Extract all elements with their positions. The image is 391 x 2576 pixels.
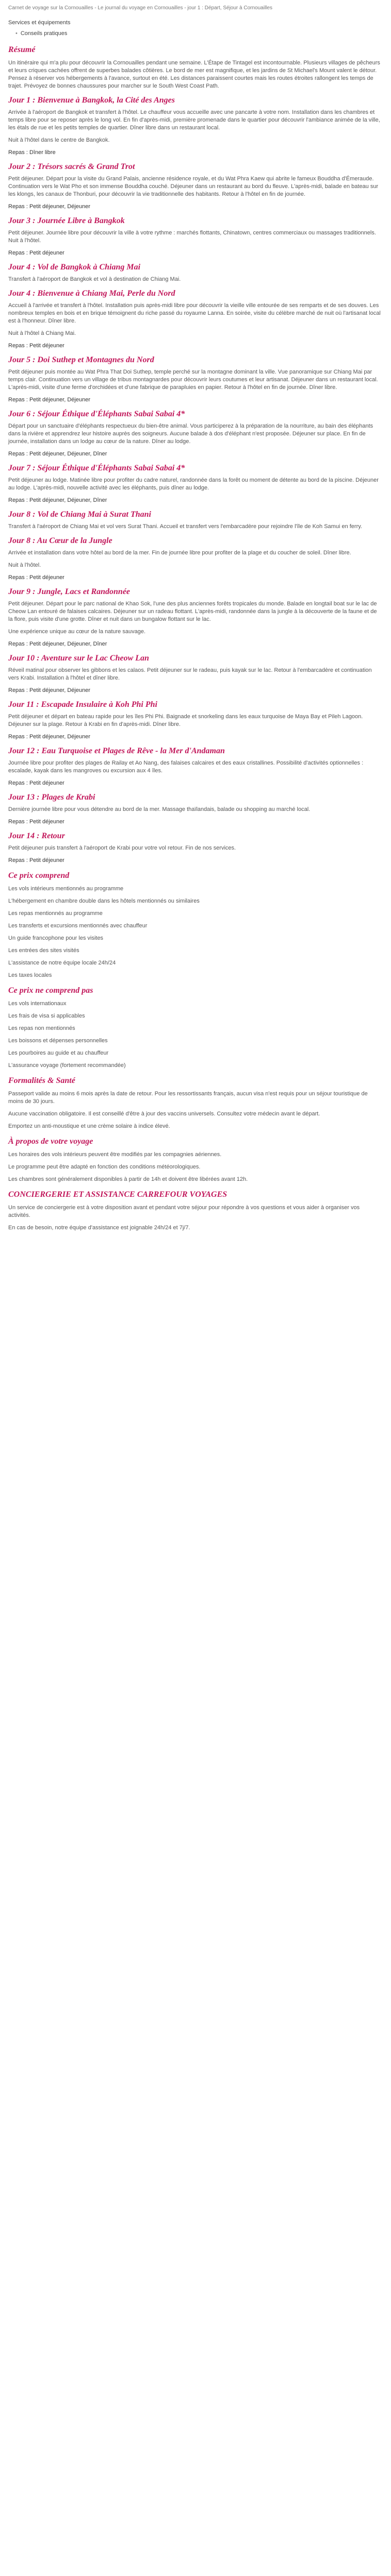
day-title: Jour 5 : Doi Suthep et Montagnes du Nord xyxy=(8,355,154,364)
day-title: Jour 1 : Bienvenue à Bangkok, la Cité des Anges xyxy=(8,96,175,105)
tagline: Carnet de voyage sur la Cornouailles - Le journal du voyage en Cornouailles - jour 1 : Départ, Séjour à Cornouailles xyxy=(8,5,272,11)
intro-title: Résumé xyxy=(8,45,36,54)
day-block xyxy=(8,409,383,458)
info-section-title: Ce prix ne comprend pas xyxy=(8,986,93,995)
day-block xyxy=(8,262,383,283)
day-meals: Repas : Petit déjeuner xyxy=(8,343,64,349)
day-title: Jour 4 : Bienvenue à Chiang Mai, Perle du Nord xyxy=(8,289,175,298)
day-paragraph: Petit déjeuner au lodge. Matinée libre pour profiter du cadre naturel, randonnée dans la forêt ou moment de détente au bord de la piscine. Déjeuner au lodge. L'après-midi, nouvelle activité avec les éléphants, puis dîner au lodge. xyxy=(8,477,379,491)
info-item: Emportez un anti-moustique et une crème solaire à indice élevé. xyxy=(8,1123,170,1129)
page xyxy=(4,0,387,1249)
day-meals: Repas : Petit déjeuner, Déjeuner, Dîner xyxy=(8,451,107,457)
info-item: Les horaires des vols intérieurs peuvent être modifiés par les compagnies aériennes. xyxy=(8,1151,222,1158)
day-paragraph: Petit déjeuner puis montée au Wat Phra That Doi Suthep, temple perché sur la montagne dominant la ville. Vue panoramique sur Chiang Mai par temps clair. Continuation vers un village de tribus montagnardes pour découvrir leurs coutumes et leur artisanat. Déjeuner dans un restaurant local. L'après-midi, visite d'une ferme d'orchidées et d'une fabrique de parapluies en papier. Retour à l'hôtel en fin de journée. Dîner libre. xyxy=(8,369,378,391)
day-block xyxy=(8,355,383,404)
info-item: Les entrées des sites visités xyxy=(8,947,79,954)
info-section xyxy=(8,986,383,1070)
day-meals: Repas : Petit déjeuner, Déjeuner, Dîner xyxy=(8,641,107,647)
day-block xyxy=(8,831,383,865)
info-item: Aucune vaccination obligatoire. Il est conseillé d'être à jour des vaccins universels. Consultez votre médecin avant le départ. xyxy=(8,1111,320,1117)
day-paragraph: Petit déjeuner. Journée libre pour découvrir la ville à votre rythme : marchés flottants, Chinatown, centres commerciaux ou massages traditionnels. Nuit à l'hôtel. xyxy=(8,230,376,244)
info-section-title: CONCIERGERIE ET ASSISTANCE CARREFOUR VOYAGES xyxy=(8,1190,227,1199)
day-paragraph: Dernière journée libre pour vous détendre au bord de la mer. Massage thaïlandais, balade ou shopping au marché local. xyxy=(8,806,311,812)
info-sections xyxy=(8,871,383,1232)
day-meals: Repas : Petit déjeuner xyxy=(8,574,64,581)
day-block xyxy=(8,792,383,826)
day-paragraph: Transfert à l'aéroport de Bangkok et vol à destination de Chiang Mai. xyxy=(8,276,181,282)
info-item: L'hébergement en chambre double dans les hôtels mentionnés ou similaires xyxy=(8,898,200,904)
day-block xyxy=(8,536,383,582)
day-title: Jour 2 : Trésors sacrés & Grand Trot xyxy=(8,162,135,171)
day-title: Jour 13 : Plages de Krabi xyxy=(8,793,95,802)
info-item: Un guide francophone pour les visites xyxy=(8,935,104,941)
day-block xyxy=(8,463,383,504)
info-item: Passeport valide au moins 6 mois après la date de retour. Pour les ressortissants français, aucun visa n'est requis pour un séjour touristique de moins de 30 jours. xyxy=(8,1091,368,1105)
day-meals: Repas : Petit déjeuner xyxy=(8,857,64,863)
day-paragraph: Arrivée et installation dans votre hôtel au bord de la mer. Fin de journée libre pour profiter de la plage et du coucher de soleil. Dîner libre. xyxy=(8,550,351,556)
day-title: Jour 3 : Journée Libre à Bangkok xyxy=(8,216,125,225)
day-paragraph: Petit déjeuner. Départ pour la visite du Grand Palais, ancienne résidence royale, et du Wat Phra Kaew qui abrite le fameux Bouddha d'Émeraude. Continuation vers le Wat Pho et son immense Bouddha couché. Déjeuner dans un restaurant au bord du fleuve. L'après-midi, balade en bateau sur les klongs, les canaux de Thonburi, pour découvrir la vie traditionnelle des habitants. Retour à l'hôtel en fin de journée. xyxy=(8,176,379,197)
day-meals: Repas : Dîner libre xyxy=(8,149,56,156)
info-item: Les taxes locales xyxy=(8,972,52,978)
day-block xyxy=(8,587,383,648)
info-section-title: Formalités & Santé xyxy=(8,1076,75,1085)
day-paragraph: Une expérience unique au cœur de la nature sauvage. xyxy=(8,629,146,635)
day-meals: Repas : Petit déjeuner xyxy=(8,780,64,786)
info-item: Les chambres sont généralement disponibles à partir de 14h et doivent être libérées avant 12h. xyxy=(8,1176,248,1182)
day-block xyxy=(8,162,383,211)
day-block xyxy=(8,700,383,741)
day-meals: Repas : Petit déjeuner, Déjeuner xyxy=(8,204,90,210)
info-section xyxy=(8,1190,383,1232)
day-paragraph: Journée libre pour profiter des plages de Railay et Ao Nang, des falaises calcaires et des eaux cristallines. Possibilité d'activités optionnelles : escalade, kayak dans les mangroves ou excursion aux 4 îles. xyxy=(8,760,364,774)
info-section xyxy=(8,871,383,979)
day-paragraph: Petit déjeuner puis transfert à l'aéroport de Krabi pour votre vol retour. Fin de nos services. xyxy=(8,845,236,851)
day-paragraph: Départ pour un sanctuaire d'éléphants respectueux du bien-être animal. Vous participerez à la préparation de la nourriture, au bain des éléphants dans la rivière et apprendrez leur histoire auprès des soigneurs. Aucune balade à dos d'éléphant n'est proposée. Déjeuner sur place. En fin de journée, installation dans un lodge au cœur de la nature. Dîner au lodge. xyxy=(8,423,373,445)
day-paragraph: Nuit à l'hôtel à Chiang Mai. xyxy=(8,330,76,336)
day-paragraph: Nuit à l'hôtel. xyxy=(8,562,41,568)
info-item: En cas de besoin, notre équipe d'assistance est joignable 24h/24 et 7j/7. xyxy=(8,1225,190,1231)
day-block xyxy=(8,510,383,531)
day-title: Jour 7 : Séjour Éthique d'Éléphants Sabai Sabai 4* xyxy=(8,464,185,472)
toc-title: Services et équipements xyxy=(8,20,71,26)
day-paragraph: Transfert à l'aéroport de Chiang Mai et vol vers Surat Thani. Accueil et transfert vers l'embarcadère pour rejoindre l'île de Koh Samui en ferry. xyxy=(8,523,362,530)
info-item: Les boissons et dépenses personnelles xyxy=(8,1038,108,1044)
info-section-title: À propos de votre voyage xyxy=(8,1137,93,1146)
info-item: Le programme peut être adapté en fonction des conditions météorologiques. xyxy=(8,1164,201,1170)
day-meals: Repas : Petit déjeuner xyxy=(8,819,64,825)
day-paragraph: Accueil à l'arrivée et transfert à l'hôtel. Installation puis après-midi libre pour découvrir la vieille ville entourée de ses remparts et de ses douves. Les nombreux temples en bois et en brique témoignent du riche passé du royaume Lanna. En soirée, visite du célèbre marché de nuit où l'artisanat local est à l'honneur. Dîner libre. xyxy=(8,302,381,324)
day-meals: Repas : Petit déjeuner xyxy=(8,250,64,256)
day-meals: Repas : Petit déjeuner, Déjeuner xyxy=(8,687,90,693)
info-item: Un service de conciergerie est à votre disposition avant et pendant votre séjour pour répondre à vos questions et vous aider à organiser vos activités. xyxy=(8,1205,360,1218)
day-paragraph: Réveil matinal pour observer les gibbons et les calaos. Petit déjeuner sur le radeau, puis kayak sur le lac. Retour à l'embarcadère et continuation vers Krabi. Installation à l'hôtel et dîner libre. xyxy=(8,667,372,681)
info-section xyxy=(8,1137,383,1183)
day-meals: Repas : Petit déjeuner, Déjeuner xyxy=(8,734,90,740)
info-item: Les pourboires au guide et au chauffeur xyxy=(8,1050,109,1056)
day-paragraph: Petit déjeuner et départ en bateau rapide pour les îles Phi Phi. Baignade et snorkeling dans les eaux turquoise de Maya Bay et Pileh Lagoon. Déjeuner sur la plage. Retour à Krabi en fin d'après-midi. Dîner libre. xyxy=(8,714,363,727)
info-item: Les vols internationaux xyxy=(8,1001,67,1007)
itinerary-days xyxy=(8,95,383,865)
info-item: L'assurance voyage (fortement recommandée) xyxy=(8,1062,126,1069)
day-title: Jour 14 : Retour xyxy=(8,832,65,840)
day-block xyxy=(8,653,383,694)
day-paragraph: Petit déjeuner. Départ pour le parc national de Khao Sok, l'une des plus anciennes forêts tropicales du monde. Balade en longtail boat sur le lac de Cheow Lan entouré de falaises calcaires. Déjeuner sur un radeau flottant. L'après-midi, randonnée dans la jungle à la découverte de la faune et de la flore, puis visite d'une grotte. Dîner et nuit dans un bungalow flottant sur le lac. xyxy=(8,601,377,622)
day-block xyxy=(8,216,383,257)
day-block xyxy=(8,746,383,787)
day-title: Jour 12 : Eau Turquoise et Plages de Rêve - la Mer d'Andaman xyxy=(8,747,225,755)
info-section-title: Ce prix comprend xyxy=(8,871,70,880)
day-title: Jour 9 : Jungle, Lacs et Randonnée xyxy=(8,587,131,596)
day-paragraph: Nuit à l'hôtel dans le centre de Bangkok. xyxy=(8,137,110,143)
day-title: Jour 11 : Escapade Insulaire à Koh Phi Phi xyxy=(8,700,157,709)
info-item: Les vols intérieurs mentionnés au programme xyxy=(8,886,124,892)
info-item: Les transferts et excursions mentionnés avec chauffeur xyxy=(8,923,148,929)
day-title: Jour 10 : Aventure sur le Lac Cheow Lan xyxy=(8,654,149,663)
day-meals: Repas : Petit déjeuner, Déjeuner xyxy=(8,397,90,403)
day-title: Jour 8 : Vol de Chiang Mai à Surat Thani xyxy=(8,510,151,519)
intro-paragraph: Un itinéraire qui m'a plu pour découvrir la Cornouailles pendant une semaine. L'Étape de Tintagel est incontournable. Plusieurs villages de pêcheurs et leurs criques cachées offrent de superbes balades côtières. Le bord de mer est magnifique, et les jardins de St Michael's Mount valent le détour. Pensez à réserver vos hébergements à l'avance, surtout en été. Les distances paraissent courtes mais les routes étroites rallongent les temps de trajet. Prévoyez de bonnes chaussures pour marcher sur le South West Coast Path. xyxy=(8,60,380,89)
info-item: Les frais de visa si applicables xyxy=(8,1013,85,1019)
info-item: Les repas non mentionnés xyxy=(8,1025,75,1031)
day-title: Jour 8 : Au Cœur de la Jungle xyxy=(8,536,112,545)
day-title: Jour 4 : Vol de Bangkok à Chiang Mai xyxy=(8,263,141,272)
info-item: Les repas mentionnés au programme xyxy=(8,910,103,917)
day-title: Jour 6 : Séjour Éthique d'Éléphants Sabai Sabai 4* xyxy=(8,410,185,418)
toc-item[interactable]: • Conseils pratiques xyxy=(15,30,383,38)
day-block xyxy=(8,95,383,157)
day-block xyxy=(8,289,383,350)
day-meals: Repas : Petit déjeuner, Déjeuner, Dîner xyxy=(8,497,107,503)
day-paragraph: Arrivée à l'aéroport de Bangkok et transfert à l'hôtel. Le chauffeur vous accueille avec une pancarte à votre nom. Installation dans les chambres et temps libre pour se reposer après le long vol. En fin d'après-midi, première promenade dans le quartier pour découvrir l'ambiance animée de la ville, les étals de rue et les petits temples de quartier. Dîner libre dans un restaurant local. xyxy=(8,109,380,131)
info-section xyxy=(8,1076,383,1130)
info-item: L'assistance de notre équipe locale 24h/24 xyxy=(8,960,116,966)
